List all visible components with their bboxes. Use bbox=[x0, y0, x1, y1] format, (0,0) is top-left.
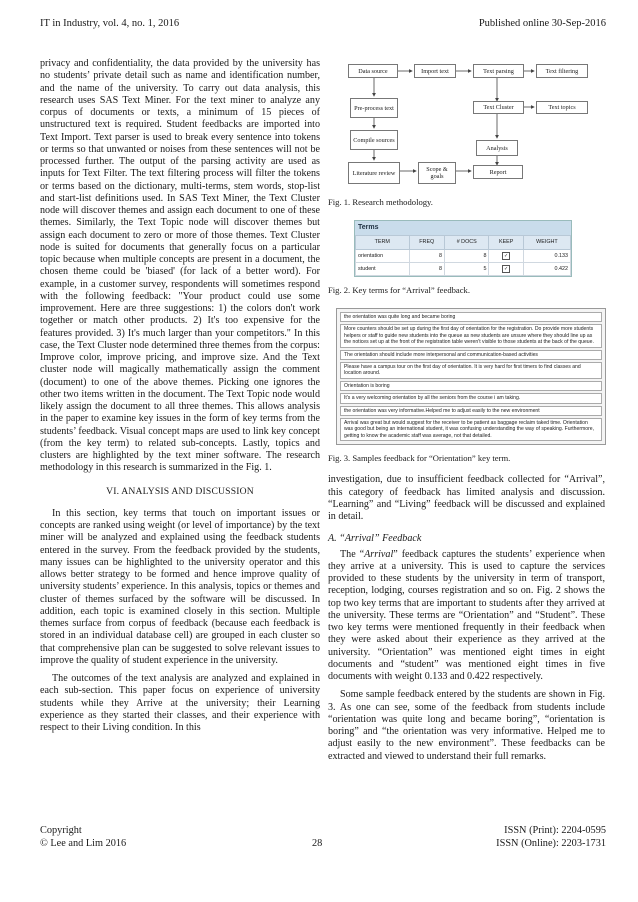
docs-cell: 5 bbox=[444, 262, 488, 275]
table-row bbox=[356, 262, 571, 275]
box-text-topics: Text topics bbox=[536, 101, 588, 114]
table-row bbox=[356, 249, 571, 262]
terms-table bbox=[354, 220, 572, 277]
col-freq: FREQ bbox=[409, 236, 444, 249]
col-weight: WEIGHT bbox=[523, 236, 570, 249]
list-item: The orientation should include more interpersonal and communication-based activities bbox=[340, 350, 602, 360]
terms-header-row bbox=[356, 236, 571, 249]
right-column bbox=[328, 58, 605, 763]
paragraph-samples: Some sample feedback entered by the students are shown in Fig. 3. As one can see, some of the feedback from students include “orientation was quite long and became boring”, “orientation is boring” and “the orientation was very informative. Helped me to adjust easily to the new environment”. These feedbacks can be extracted and viewed to understand their full remarks. bbox=[328, 689, 605, 762]
running-header bbox=[40, 18, 606, 29]
list-item: Arrival was great but would suggest for the receiver to be patient as baggage reclaim taked time. Orientation was good but being an international student, it was confusing understanding the way of speaking. Furthermore, getting to know the academic staff was average, not that detailed. bbox=[340, 418, 602, 441]
box-import-text: Import text bbox=[414, 64, 456, 78]
checkbox-checked-icon: ✓ bbox=[504, 265, 509, 272]
keep-cell bbox=[489, 262, 523, 275]
box-text-parsing: Text parsing bbox=[473, 64, 524, 78]
issn-online: ISSN (Online): 2203-1731 bbox=[496, 838, 606, 849]
box-text-filtering: Text filtering bbox=[536, 64, 588, 78]
footer-left bbox=[40, 824, 126, 850]
list-item: Orientation is boring bbox=[340, 381, 602, 391]
docs-cell: 8 bbox=[444, 249, 488, 262]
col-docs: # DOCS bbox=[444, 236, 488, 249]
feedback-samples bbox=[336, 308, 606, 445]
journal-title: IT in Industry, vol. 4, no. 1, 2016 bbox=[40, 18, 180, 29]
box-report: Report bbox=[473, 165, 523, 179]
subsection-heading: A. “Arrival” Feedback bbox=[328, 533, 422, 545]
weight-cell: 0.133 bbox=[523, 249, 570, 262]
box-data-source: Data source bbox=[348, 64, 398, 78]
issn-print: ISSN (Print): 2204-0595 bbox=[504, 825, 606, 836]
paragraph-outcomes: The outcomes of the text analysis are analyzed and explained in each sub-section. This paper focus on experience of university students while they Arrive at the university; their Learning experience as they started their classes, and their experience with respect to their Living condition. In this bbox=[40, 673, 320, 733]
box-text-cluster: Text Cluster bbox=[473, 101, 524, 114]
list-item: the orientation was very informative.Helped me to adjust easily to the new environment bbox=[340, 406, 602, 416]
col-keep: KEEP bbox=[489, 236, 523, 249]
fig1-caption: Fig. 1. Research methodology. bbox=[328, 197, 433, 207]
term-cell: student bbox=[356, 262, 410, 275]
copyright-authors: © Lee and Lim 2016 bbox=[40, 838, 127, 849]
list-item: Please have a campus tour on the first day of orientation. It is very hard for first timers to find classes and location around. bbox=[340, 362, 602, 379]
col-term: TERM bbox=[356, 236, 410, 249]
box-scope-goals: Scope & goals bbox=[418, 162, 456, 184]
paragraph-methods: privacy and confidentiality, the data provided by the university has no students’ private detail such as name and identification number, and the name of the university. To carry out data analysis, this research uses SAS Text Miner. For the text miner to analyze any corpus of documents or texts, a minimum of 15 pieces of unstructured text is required. Student feedbacks are imported into Text Import. Text parser is used to break every sentence into tokens or terms so that unwanted or noises from these sentences will not be processed further. The output of the parsing activity are used as inputs for Text Filter. The text filtering process will filter the tokens or terms based on the dictionary, multi-terms, stem words, stop-list and start-list definitions used. In SAS Text Miner, the Text Cluster node will discover themes and assign each document to one of these themes. Similarly, the Text Topic node will discover themes but assign each document to zero or more of those themes. Text Cluster node is suited for documents that generally focus on a particular topic because when multiple concepts are present in a document, the chosen theme could be 'biased' (for lack of a better word). For example, in a customer survey, respondents will sometimes respond with the following feedback: "Your product could use some improvement. Here are three suggestions: 1) the colors don't work together or match other products. 2) It's too expensive for the features provided. 3) It's much larger than your competitors." In this case, the Text Cluster node determined three themes from the corpus: Improve color, improve pricing, and improve size. And the Text cluster node will magically mathematically assign the comment (document) to one of the above themes. Picking one ignores the other two items written in the document. The Text Topic node would likely assign the document to all three themes. This allows analysis in the paper to examine key issues in the form of key terms from the students’ feedback. Visual concept maps are used to link key concept (from the key term) to related sub-concepts. Lastly, topics and clusters are highlighted by the text miner software. The research methodology in this research is summarized in the Fig. 1. bbox=[40, 58, 320, 474]
publication-date: Published online 30-Sep-2016 bbox=[478, 18, 606, 29]
box-compile-sources: Compile sources bbox=[350, 130, 398, 150]
paragraph-investigation: investigation, due to insufficient feedback collected for “Arrival”, this category of feedback has limited analysis and discussion. “Learning” and “Living” feedback will be discussed and explained in detail. bbox=[328, 474, 605, 523]
paragraph-analysis: In this section, key terms that touch on important issues or concepts are ranked using weight (or level of importance) by the text miner will be analyzed and explained using the feedback students entered in the survey. From the feedback provided by the students, many issues can be highlighted to the university operator and this allows better strategy to be formed and hence improve quality of university students’ experience. In this analysis, topics or themes and cluster of themes surfaced by the software will be discussed. In addition, each topic is examined closely in this section. Multiple themes surface from corpus of feedback (because each feedback is stored in an individual database cell) are grouped in each cluster so that comprehensive plan can be suggested to solve relevant issues to improve the quality of student experience in the university. bbox=[40, 507, 320, 666]
term-cell: orientation bbox=[356, 249, 410, 262]
terms-title: Terms bbox=[355, 221, 571, 235]
list-item: It's a very welcoming orientation by all the seniors from the course i am taking. bbox=[340, 393, 602, 403]
freq-cell: 8 bbox=[409, 262, 444, 275]
keep-cell bbox=[489, 249, 523, 262]
list-item: the orientation was quite long and became boring bbox=[340, 312, 602, 322]
checkbox-checked-icon: ✓ bbox=[504, 252, 509, 259]
paragraph-arrival: The “Arrival” feedback captures the students’ experience when they arrive at a university. This is used to capture the services provided to these students by the university in term of transport, reception, lodging, courses registration and so on. Fig. 2 shows the top two key terms that are important to students after they arrived at the university. These terms are “Orientation” and “Student”. These two key terms were mentioned frequently in their feedback when they were asked about their experience as they arrived at the university. “Orientation” was mentioned eight times in eight documents and “student” was mentioned eight times in five documents with weight 0.133 and 0.422 respectively. bbox=[328, 548, 605, 683]
box-analysis: Analysis bbox=[476, 140, 518, 156]
footer-right bbox=[496, 824, 606, 850]
box-literature-review: Literature review bbox=[348, 162, 400, 184]
copyright-label: Copyright bbox=[40, 825, 82, 836]
left-column bbox=[40, 58, 320, 734]
fig2-caption: Fig. 2. Key terms for “Arrival” feedback. bbox=[328, 285, 470, 295]
weight-cell: 0.422 bbox=[523, 262, 570, 275]
methodology-diagram bbox=[328, 58, 605, 195]
box-preprocess-text: Pre-process text bbox=[350, 98, 398, 118]
fig3-caption: Fig. 3. Samples feedback for “Orientation” key term. bbox=[328, 453, 511, 464]
list-item: More counters should be set up during the first day of orientation for the registration. Do provide more students helpers or staff to guide new students into the queue as new students are unsure where they should line up as the notices set up at the front of the registration table weren't visible to those students at the back of the queue. bbox=[340, 324, 602, 347]
freq-cell: 8 bbox=[409, 249, 444, 262]
page-number: 28 bbox=[312, 838, 323, 849]
section-heading: VI. ANALYSIS AND DISCUSSION bbox=[106, 485, 254, 497]
